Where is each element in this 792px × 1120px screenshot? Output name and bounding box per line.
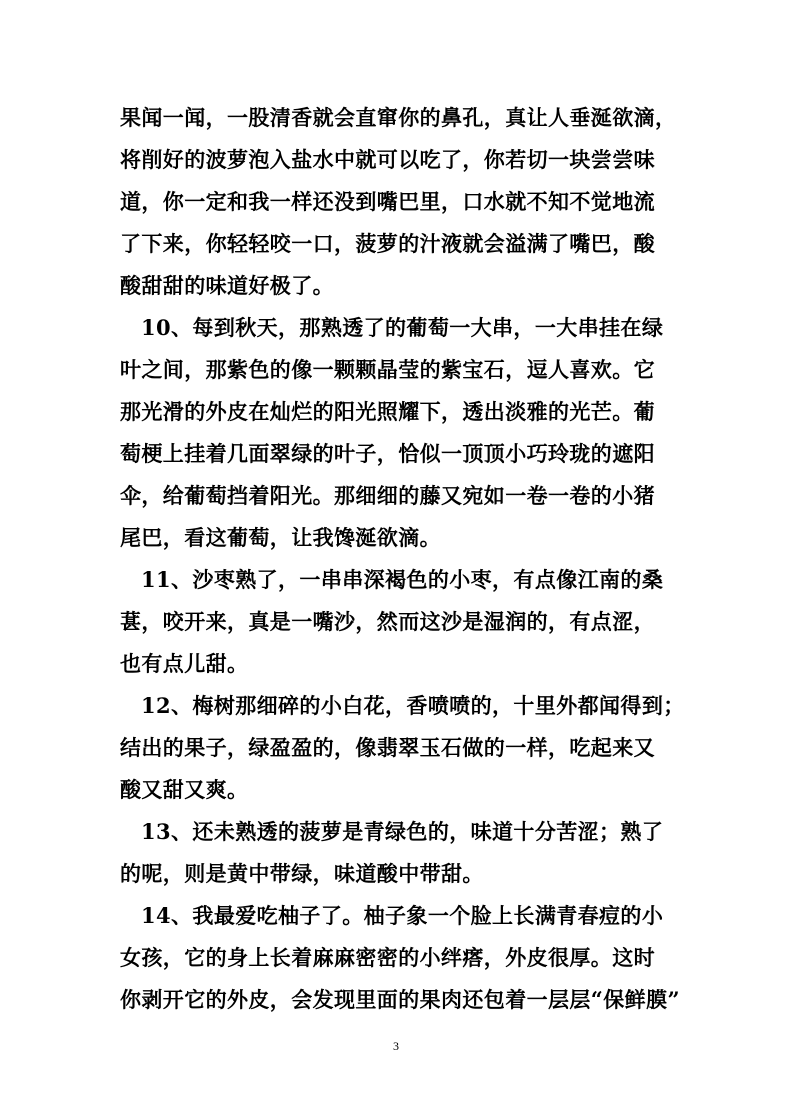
text-line: 结出的果子，绿盈盈的，像翡翠玉石做的一样，吃起来又: [120, 735, 655, 760]
text-line: 女孩，它的身上长着麻麻密密的小绊瘩，外皮很厚。这时: [120, 945, 655, 970]
text-line: 酸又甜又爽。: [120, 777, 249, 802]
text-line: 萄梗上挂着几面翠绿的叶子，恰似一顶顶小巧玲珑的遮阳: [120, 441, 655, 466]
text-line: 伞，给葡萄挡着阳光。那细细的藤又宛如一卷一卷的小猪: [120, 483, 655, 508]
text-line: 了下来，你轻轻咬一口，菠萝的汁液就会溢满了嘴巴，酸: [120, 231, 655, 256]
text-line: 果闻一闻，一股清香就会直窜你的鼻孔，真让人垂涎欲滴，: [120, 105, 677, 130]
text-line: 尾巴，看这葡萄，让我馋涎欲滴。: [120, 525, 441, 550]
document-body: [120, 97, 685, 1021]
paragraph-start-13: 13、还未熟透的菠萝是青绿色的，味道十分苦涩；熟了: [141, 819, 664, 844]
text-line: 你剥开它的外皮，会发现里面的果肉还包着一层层“保鲜膜”: [120, 987, 680, 1012]
text-line: 叶之间，那紫色的像一颗颗晶莹的紫宝石，逗人喜欢。它: [120, 357, 655, 382]
paragraph-start-10: 10、每到秋天，那熟透了的葡萄一大串，一大串挂在绿: [141, 315, 664, 340]
paragraph-start-14: 14、我最爱吃柚子了。柚子象一个脸上长满青春痘的小: [141, 903, 664, 928]
text-line: 也有点儿甜。: [120, 651, 249, 676]
paragraph-start-12: 12、梅树那细碎的小白花，香喷喷的，十里外都闻得到；: [141, 693, 685, 718]
text-line: 酸甜甜的味道好极了。: [120, 273, 334, 298]
paragraph-start-11: 11、沙枣熟了，一串串深褐色的小枣，有点像江南的桑: [141, 567, 664, 592]
text-line: 道，你一定和我一样还没到嘴巴里，口水就不知不觉地流: [120, 189, 655, 214]
text-line: 的呢，则是黄中带绿，味道酸中带甜。: [120, 861, 484, 886]
text-line: 将削好的波萝泡入盐水中就可以吃了，你若切一块尝尝味: [120, 147, 655, 172]
page-number: 3: [393, 1039, 399, 1053]
text-line: 葚，咬开来，真是一嘴沙，然而这沙是湿润的，有点涩，: [120, 609, 655, 634]
text-line: 那光滑的外皮在灿烂的阳光照耀下，透出淡雅的光芒。葡: [120, 399, 655, 424]
